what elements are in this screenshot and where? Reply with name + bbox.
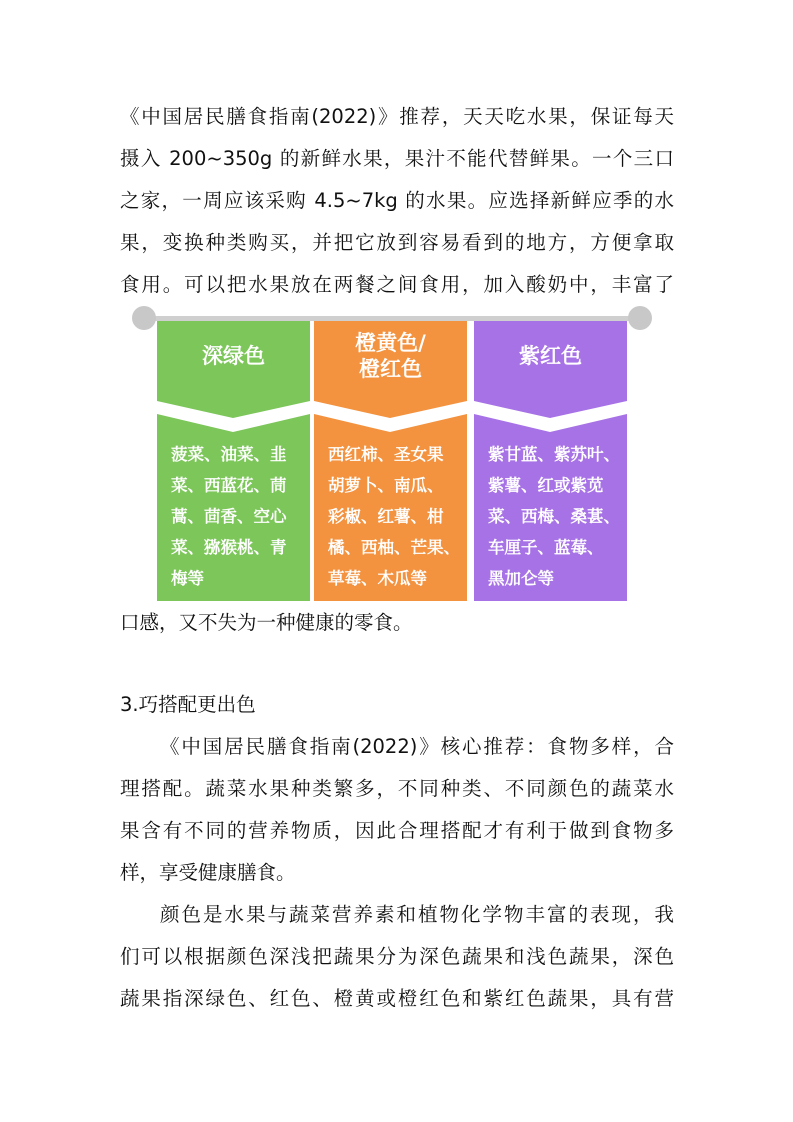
item-line: 橘、西柚、芒果、 xyxy=(328,538,460,557)
text-line: 果含有不同的营养物质，因此合理搭配才有利于做到食物多 xyxy=(120,819,674,842)
item-line: 草莓、木瓜等 xyxy=(328,569,427,588)
vegetable-color-infographic xyxy=(132,306,652,602)
text-line: 之家，一周应该采购 4.5~7kg 的水果。应选择新鲜应季的水 xyxy=(120,189,674,212)
text-line: 《中国居民膳食指南(2022)》推荐，天天吃水果，保证每天 xyxy=(120,105,674,128)
text-line: 样，享受健康膳食。 xyxy=(120,861,296,884)
item-line: 车厘子、蓝莓、 xyxy=(488,538,604,557)
panel-purple xyxy=(474,321,627,601)
panel-title: 紫红色 xyxy=(519,344,582,368)
item-line: 黑加仑等 xyxy=(488,569,554,588)
text-line: 理搭配。蔬菜水果种类繁多，不同种类、不同颜色的蔬菜水 xyxy=(120,777,674,800)
text-line: 口感，又不失为一种健康的零食。 xyxy=(120,611,413,634)
text-line: 们可以根据颜色深浅把蔬果分为深色蔬果和浅色蔬果，深色 xyxy=(120,945,674,968)
item-line: 菠菜、油菜、韭 xyxy=(171,445,287,464)
text-line: 《中国居民膳食指南(2022)》核心推荐：食物多样，合 xyxy=(160,735,674,758)
item-line: 紫甘蓝、紫苏叶、 xyxy=(488,445,620,464)
item-line: 蒿、茴香、空心 xyxy=(171,507,287,526)
panel-title: 深绿色 xyxy=(202,344,265,368)
item-line: 菜、西梅、桑葚、 xyxy=(488,507,620,526)
rod-knob-left xyxy=(132,306,156,330)
panel-items xyxy=(171,439,303,594)
item-line: 菜、猕猴桃、青 xyxy=(171,538,287,557)
section-heading: 3.巧搭配更出色 xyxy=(120,693,256,716)
text-line: 食用。可以把水果放在两餐之间食用，加入酸奶中，丰富了 xyxy=(120,273,674,296)
panel-orange xyxy=(314,321,467,601)
text-line: 蔬果指深绿色、红色、橙黄或橙红色和紫红色蔬果，具有营 xyxy=(120,987,674,1010)
panel-items xyxy=(488,439,620,594)
text-line: 颜色是水果与蔬菜营养素和植物化学物丰富的表现，我 xyxy=(160,903,674,926)
item-line: 紫薯、红或紫苋 xyxy=(488,476,604,495)
item-line: 西红柿、圣女果 xyxy=(328,445,444,464)
panel-title: 橙黄色/ 橙红色 xyxy=(355,331,426,381)
panel-dark-green xyxy=(157,321,310,601)
item-line: 胡萝卜、南瓜、 xyxy=(328,476,444,495)
rod-knob-right xyxy=(628,306,652,330)
item-line: 菜、西蓝花、茼 xyxy=(171,476,287,495)
text-line: 果，变换种类购买，并把它放到容易看到的地方，方便拿取 xyxy=(120,231,674,254)
item-line: 梅等 xyxy=(171,569,204,588)
panel-items xyxy=(328,439,460,594)
item-line: 彩椒、红薯、柑 xyxy=(328,507,444,526)
text-line: 摄入 200~350g 的新鲜水果，果汁不能代替鲜果。一个三口 xyxy=(120,147,674,170)
